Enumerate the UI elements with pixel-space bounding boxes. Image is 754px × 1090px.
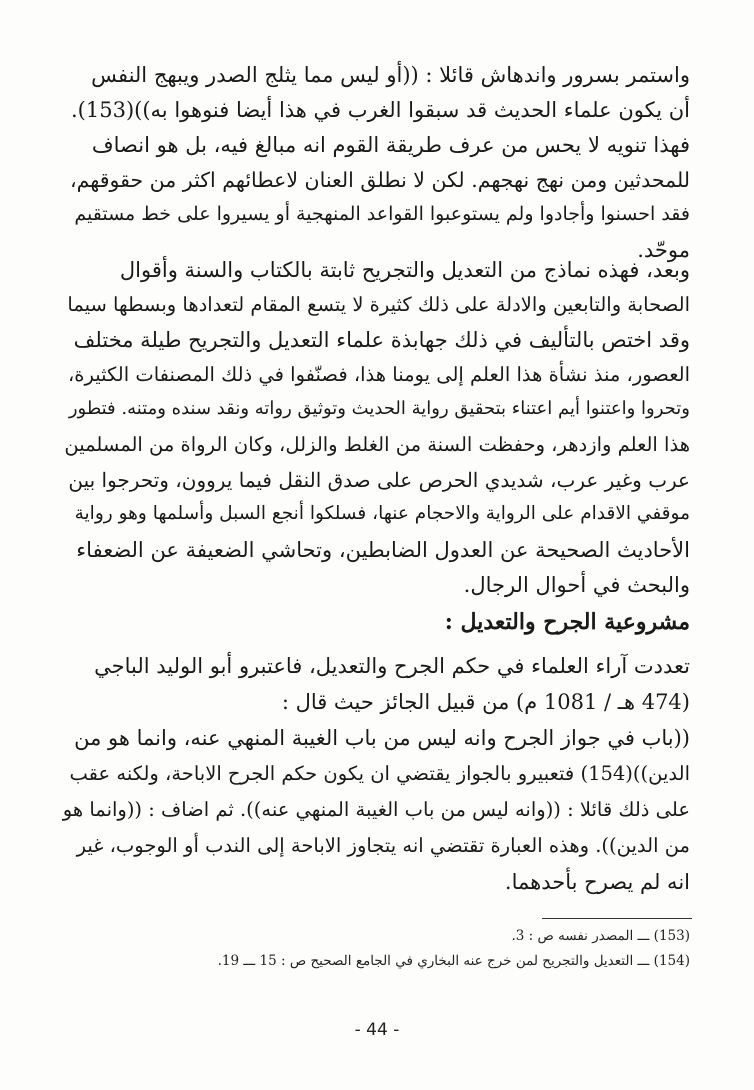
text-line: ((باب في جواز الجرح وانه ليس من باب الغيبة المنهي عنه، وانما هو من [74, 726, 690, 750]
text-line: من الدين)). وهذه العبارة تقتضي انه يتجاوز الاباحة إلى الندب أو الوجوب، غير [76, 834, 690, 857]
text-line: موقفي الاقدام على الرواية والاحجام عنها، فسلكوا أنجع السبل وأسلمها وهو رواية [74, 503, 690, 524]
text-line: والبحث في أحوال الرجال. [463, 573, 690, 597]
text-line: عرب وغير عرب، شديدي الحرص على صدق النقل فيما يروون، وتحرجوا بين [68, 468, 690, 492]
text-line: العصور، منذ نشأة هذا العلم إلى يومنا هذا، فصنّفوا في ذلك المصنفات الكثيرة، [67, 363, 690, 386]
text-line: هذا العلم وازدهر، وحفظت السنة من الغلط والزلل، وكان الرواة من المسلمين [64, 433, 690, 456]
text-line: وتحروا واعتنوا أيم اعتناء بتحقيق رواية الحديث وتوثيق رواته ونقد سنده ومتنه. فتطور [68, 398, 690, 419]
text-line: واستمر بسرور واندهاش قائلا : ((أو ليس مما يثلج الصدر ويبهج النفس [91, 63, 690, 87]
text-line: على ذلك قائلا : ((وانه ليس من باب الغيبة المنهي عنه)). ثم اضاف : ((وانما هو [62, 798, 690, 821]
text-line: انه لم يصرح بأحدهما. [504, 870, 690, 894]
text-line: أن يكون علماء الحديث قد سبقوا الغرب في هذا أيضا فنوهوا به))(153). [71, 98, 690, 122]
text-line: (474 هـ / 1081 م) من قبيل الجائز حيث قال : [281, 690, 690, 714]
section-heading: مشروعية الجرح والتعديل : [444, 609, 690, 635]
text-line: الدين))(154) فتعبيرو بالجواز يقتضي ان يكون حكم الجرح الاباحة، ولكنه عقب [69, 762, 690, 785]
text-line: الصحابة والتابعين والادلة على ذلك كثيرة لا يتسع المقام لتعدادها وبسطها سيما [67, 293, 690, 316]
footnote: (154) ـــ التعديل والتجريح لمن خرج عنه البخاري في الجامع الصحيح ص : 15 ـــ 19. [217, 953, 690, 969]
text-line: تعددت آراء العلماء في حكم الجرح والتعديل، فاعتبرو أبو الوليد الباجي [94, 654, 690, 678]
text-line: موحّد. [637, 238, 690, 262]
text-line: للمحدثين ومن نهج نهجهم. لكن لا نطلق العنان لاعطائهم اكثر من حقوقهم، [70, 168, 690, 192]
text-line: الأحاديث الصحيحة عن العدول الضابطين، وتحاشي الضعيفة عن الضعفاء [76, 538, 690, 562]
text-line: وقد اختص بالتأليف في ذلك جهابذة علماء التعديل والتجريح طيلة مختلف [73, 328, 690, 352]
footnote: (153) ـــ المصدر نفسه ص : 3. [511, 928, 690, 944]
footnote-divider [542, 918, 692, 919]
text-line: فهذا تنويه لا يحس من عرف طريقة القوم انه مبالغ فيه، بل هو انصاف [91, 133, 690, 157]
text-line: فقد احسنوا وأجادوا ولم يستوعبوا القواعد المنهجية أو يسيروا على خط مستقيم [74, 203, 690, 225]
text-line: وبعد، فهذه نماذج من التعديل والتجريح ثابتة بالكتاب والسنة وأقوال [119, 258, 690, 282]
page-number: - 44 - [354, 1020, 400, 1040]
